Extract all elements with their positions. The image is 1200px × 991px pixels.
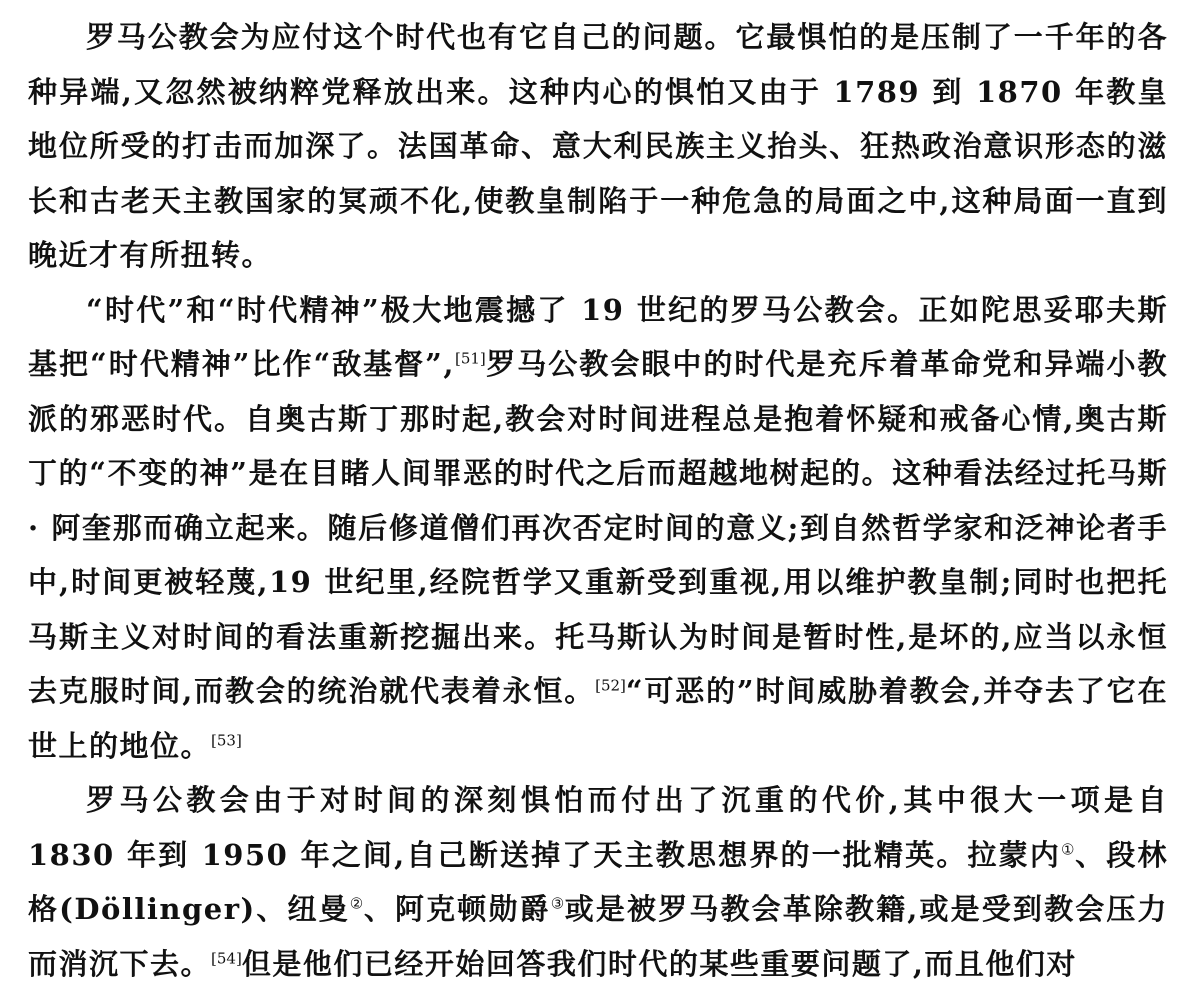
text-run: “可恶的”时间威胁着教会,并夺去了它在世上的地位。 (28, 674, 1168, 763)
text-run: 罗马公教会由于对时间的深刻惧怕而付出了沉重的代价,其中很大一项是自 1830 年到 1950 年之间,自己断送掉了天主教思想界的一批精英。拉蒙内 (28, 783, 1168, 872)
text-run: 罗马公教会眼中的时代是充斥着革命党和异端小教派的邪恶时代。自奥古斯丁那时起,教会对时间进程总是抱着怀疑和戒备心情,奥古斯丁的“不变的神”是在目睹人间罪恶的时代之后而超越地树起的。这种看法经过托马斯 · 阿奎那而确立起来。随后修道僧们再次否定时间的意义;到自然哲学家和泛神论者手中,时间更被轻蔑,19 世纪里,经院哲学又重新受到重视,用以维护教皇制;同时也把托马斯主义对时间的看法重新挖掘出来。托马斯认为时间是暂时性,是坏的,应当以永恒去克服时间,而教会的统治就代表着永恒。 (28, 347, 1168, 708)
footnote-marker: ② (349, 894, 364, 913)
paragraph-3 (28, 773, 1168, 991)
footnote-reference: [52] (595, 676, 626, 695)
footnote-reference: [51] (454, 349, 486, 368)
footnote-marker: ③ (550, 894, 565, 913)
text-run: 、段林格(Döllinger)、纽曼 (28, 837, 1168, 926)
footnote-reference: [54] (211, 948, 242, 967)
paragraph-2 (28, 283, 1168, 774)
text-run: 罗马公教会为应付这个时代也有它自己的问题。它最惧怕的是压制了一千年的各种异端,又忽然被纳粹党释放出来。这种内心的惧怕又由于 1789 到 1870 年教皇地位所受的打击而加深了。法国革命、意大利民族主义抬头、狂热政治意识形态的滋长和古老天主教国家的冥顽不化,使教皇制陷于一种危急的局面之中,这种局面一直到晚近才有所扭转。 (28, 20, 1168, 272)
text-run: 但是他们已经开始回答我们时代的某些重要问题了,而且他们对 (241, 946, 1077, 981)
footnote-marker: ① (1061, 839, 1076, 858)
footnote-reference: [53] (211, 730, 242, 749)
text-run: 、阿克顿勋爵 (363, 892, 551, 926)
paragraph-1 (28, 10, 1168, 283)
text-run: “时代”和“时代精神”极大地震撼了 19 世纪的罗马公教会。正如陀思妥耶夫斯基把“时代精神”比作“敌基督”, (28, 292, 1168, 381)
document-page (28, 10, 1168, 991)
text-run: 或是被罗马教会革除教籍,或是受到教会压力而消沉下去。 (28, 892, 1168, 981)
